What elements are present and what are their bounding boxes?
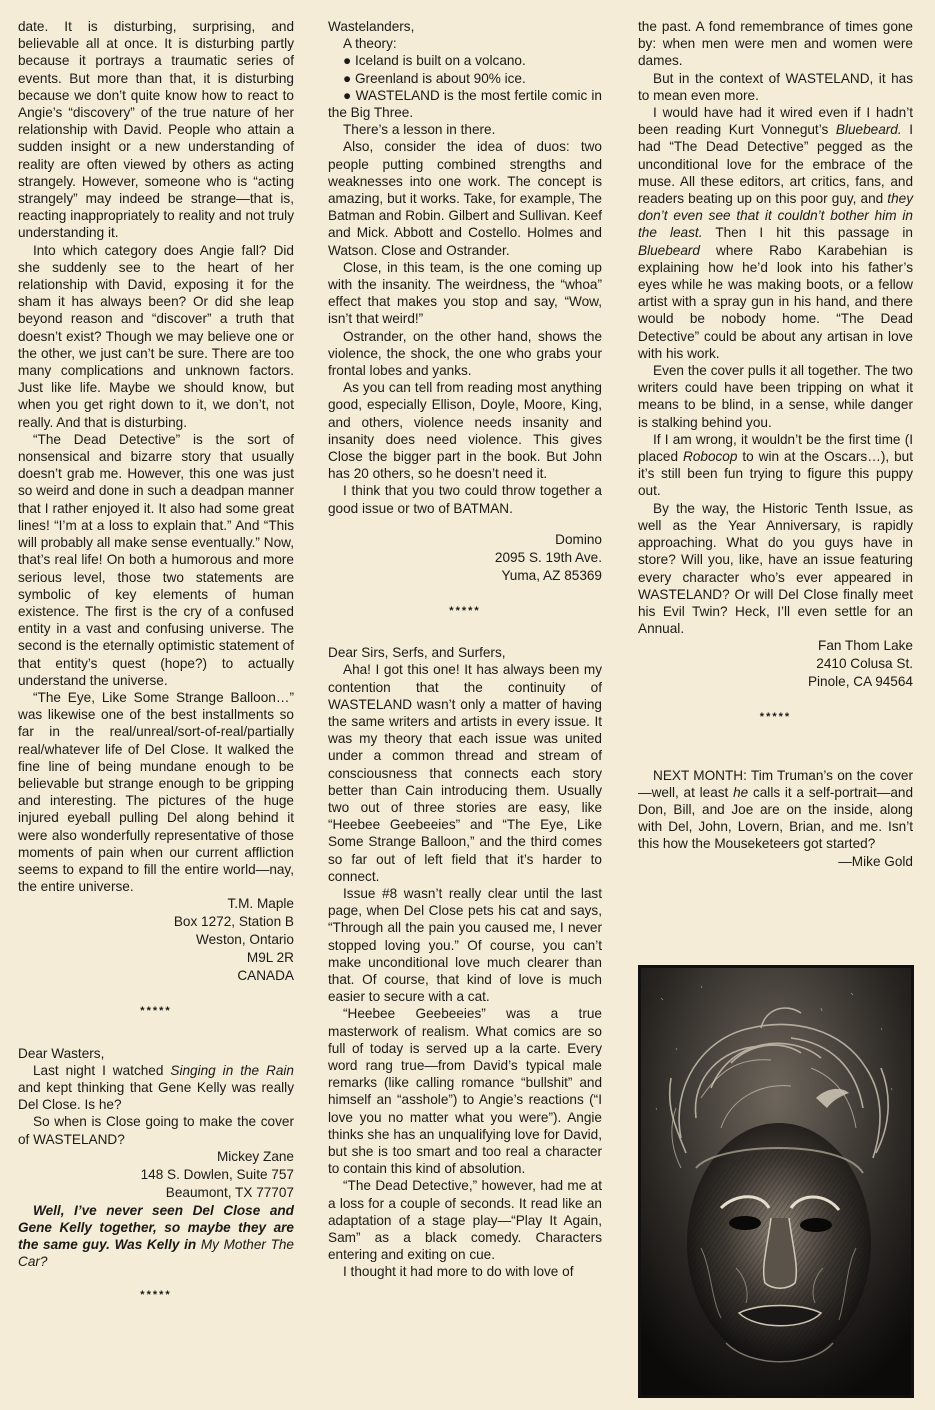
signature-mickey-zane bbox=[18, 1148, 294, 1202]
reply-title: My Mother The Car? bbox=[18, 1237, 294, 1270]
signature-line: Yuma, AZ 85369 bbox=[501, 567, 602, 583]
emphasis: he bbox=[733, 784, 749, 800]
section-divider: ***** bbox=[759, 711, 792, 724]
signature-line: Domino bbox=[555, 531, 602, 547]
editor-reply bbox=[18, 1202, 294, 1271]
signature-line: M9L 2R bbox=[246, 950, 294, 966]
paragraph: So when is Close going to make the cover of WASTELAND? bbox=[18, 1114, 294, 1147]
paragraph: Into which category does Angie fall? Did she suddenly see to the heart of her relationship with David, exposing it for the sham it has always been? Or did she leap beyond reason and “discover” a truth that doesn’t exist? Though we may believe one or the other, we just can’t be sure. There are too many complications and unknown factors. Just like life. Maybe we should know, but when you get right down to it, we don’t, not really. And that is disturbing. bbox=[18, 242, 294, 430]
signature-line: 2095 S. 19th Ave. bbox=[494, 549, 602, 565]
bullet-item: ● Iceland is built on a volcano. bbox=[343, 53, 526, 69]
paragraph: A theory: bbox=[343, 36, 397, 52]
signature-line: Pinole, CA 94564 bbox=[807, 674, 913, 690]
signature-line: Box 1272, Station B bbox=[173, 914, 294, 930]
column-3 bbox=[638, 18, 913, 871]
paragraph: Ostrander, on the other hand, shows the violence, the shock, the one who grabs your frontal lobes and yanks. bbox=[328, 328, 602, 379]
signature-line: Weston, Ontario bbox=[196, 932, 294, 948]
portrait-drawing bbox=[641, 968, 911, 1395]
paragraph: I think that you two could throw together a good issue or two of BATMAN. bbox=[328, 483, 602, 516]
reply-text: Well, I’ve never seen Del Close and Gene Kelly together, so maybe they are the same guy. Was Kelly in bbox=[18, 1202, 294, 1253]
paragraph: There’s a lesson in there. bbox=[343, 122, 496, 138]
bullet-item: ● WASTELAND is the most fertile comic in the Big Three. bbox=[328, 87, 602, 121]
paragraph: the past. A fond remembrance of times gone by: when men were men and women were dames. bbox=[638, 19, 913, 69]
film-title: Robocop bbox=[683, 449, 738, 465]
text: Then I hit this passage in bbox=[702, 225, 913, 241]
text: where Rabo Karabehian is explaining how he’d look into his father’s eyes while he was making boots, or a fellow artist with a spray gun in his hand, and there would be nobody home. “The Dead Detective” could be about any artisan in love with his work. bbox=[638, 242, 913, 361]
signature-line: T.M. Maple bbox=[227, 896, 294, 912]
column-1 bbox=[18, 18, 294, 1318]
paragraph: Also, consider the idea of duos: two people putting combined strengths and weaknesses into one work. The concept is amazing, but it works. Take, for example, The Batman and Robin. Gilbert and Sullivan. Keef and Mick. Abbott and Costello. Holmes and Watson. Close and Ostrander. bbox=[328, 139, 602, 258]
bullet-item: ● Greenland is about 90% ice. bbox=[343, 70, 526, 86]
paragraph: By the way, the Historic Tenth Issue, as well as the Year Anniversary, is rapidly approaching. What do you guys have in store? Will you, like, have an issue featuring every character who’s ever appeared in WASTELAND? Or will Del Close finally meet his Evil Twin? Heck, I’ll even settle for an Annual. bbox=[638, 500, 913, 637]
paragraph: Aha! I got this one! It has always been my contention that the continuity of WASTELAND wasn’t only a matter of having the same writers and artists in every issue. It was my theory that each issue was united under a common thread and stream of consciousness that connects each story better than Cain introducing them. Usually two out of three stories are easy, like “Heebee Geebeeies” and “The Eye, Like Some Strange Balloon,” and the third comes so far out of left field that it’s harder to connect. bbox=[328, 662, 602, 884]
section-divider: ***** bbox=[140, 1288, 172, 1301]
paragraph: Issue #8 wasn’t really clear until the last page, when Del Close pets his cat and says, “Through all the pain you caused me, I never stopped loving you.” Of course, you can’t make unconditional love much clearer than that. Of course, that kind of love is much easier to secure with a cat. bbox=[328, 885, 602, 1005]
signature-tm-maple bbox=[18, 895, 294, 985]
paragraph bbox=[638, 104, 913, 362]
self-portrait-illustration bbox=[638, 965, 914, 1398]
section-divider: ***** bbox=[140, 1005, 172, 1018]
paragraph: As you can tell from reading most anything good, especially Ellison, Doyle, Moore, King, and others, violence needs insanity and insanity does need violence. This gives Close the bigger part in the book. But John has 20 others, so he doesn’t need it. bbox=[328, 380, 602, 482]
paragraph bbox=[638, 431, 913, 500]
signature-line: 148 S. Dowlen, Suite 757 bbox=[140, 1166, 294, 1182]
section-divider: ***** bbox=[449, 604, 481, 617]
text: to win at the Oscars…), but it’s still been fun trying to figure this puppy out. bbox=[638, 449, 913, 499]
letter-greeting: Wastelanders, bbox=[328, 19, 415, 34]
paragraph: “The Eye, Like Some Strange Balloon…” was likewise one of the best installments so far in the real/unreal/sort-of-real/partially real/whatever life of Del Close. It walked the fine line of being mundane enough to be believable but strange enough to be gripping and interesting. The pictures of the huge injured eyeball pulling Del along behind it were also wonderfully representative of those moments of pain when our current affliction seems to expand to fill the entire world—nay, the entire universe. bbox=[18, 689, 294, 895]
paragraph: But in the context of WASTELAND, it has to mean even more. bbox=[638, 70, 913, 103]
paragraph: Close, in this team, is the one coming up with the insanity. The weirdness, the “whoa” effect that makes you stop and say, “Wow, isn’t that weird!” bbox=[328, 259, 602, 327]
film-title: Singing in the Rain bbox=[170, 1062, 294, 1078]
letter-greeting: Dear Sirs, Serfs, and Surfers, bbox=[328, 645, 506, 661]
signature-line: —Mike Gold bbox=[838, 853, 913, 869]
signature-line: Beaumont, TX 77707 bbox=[165, 1184, 294, 1200]
letter-greeting: Dear Wasters, bbox=[18, 1045, 105, 1061]
paragraph: “The Dead Detective” is the sort of nonsensical and bizarre story that usually doesn’t grab me. However, this one was just so weird and done in such a deadpan manner that I rather enjoyed it. It also had some great lines! “I’m at a loss to explain that.” And “This will probably all make sense eventually.” Now, that’s real life! On both a humorous and more serious level, those two statements are symbolic of key elements of human existence. The first is the cry of a confused entity in a vast and confusing universe. The second is the eternally optimistic statement of that entity’s quest (hope?) to actually understand the universe. bbox=[18, 431, 294, 688]
text: If I am wrong, it wouldn’t be the first time (I placed bbox=[638, 431, 913, 465]
emphasis: they don’t even see that it couldn’t bother him in the least. bbox=[638, 191, 913, 241]
signature-line: CANADA bbox=[237, 968, 294, 984]
text: and kept thinking that Gene Kelly was really Del Close. Is he? bbox=[18, 1079, 294, 1113]
signature-line: 2410 Colusa St. bbox=[816, 656, 913, 672]
signature-domino bbox=[328, 531, 602, 585]
book-title: Bluebeard. bbox=[835, 122, 902, 138]
paragraph: I thought it had more to do with love of bbox=[343, 1264, 574, 1280]
paragraph bbox=[18, 1062, 294, 1114]
paragraph: date. It is disturbing, surprising, and believable all at once. It is disturbing partly because it portrays a traumatic series of events. But more than that, it is disturbing because we don’t quite know how to react to Angie’s “discovery” of the true nature of her relationship with David. People who attain a sudden insight or a new understanding of reality are often viewed by others as acting strangely. However, someone who is “acting strangely” may indeed be strange—that is, reacting inappropriately to reality and not truly understanding it. bbox=[18, 19, 294, 241]
next-month-note bbox=[638, 767, 913, 853]
paragraph: Even the cover pulls it all together. The two writers could have been tripping on what it means to be blind, in a sense, while danger is stalking behind you. bbox=[638, 363, 913, 430]
text: Last night I watched bbox=[33, 1062, 171, 1078]
column-2 bbox=[328, 18, 602, 1281]
signature-line: Mickey Zane bbox=[216, 1148, 294, 1164]
signature-mike-gold bbox=[638, 853, 913, 871]
paragraph: “The Dead Detective,” however, had me at a loss for a couple of seconds. It read like an adaptation of a stage play—“Play It Again, Sam” as a black comedy. Characters entering and exiting on cue. bbox=[328, 1178, 602, 1263]
signature-line: Fan Thom Lake bbox=[818, 638, 913, 654]
signature-thom-lake bbox=[638, 637, 913, 691]
paragraph: “Heebee Geebeeies” was a true masterwork of realism. What comics are so full of today is served up a la carte. Every word rang true—from David’s typical male remarks (like calling romance “bullshit” and himself an “asshole”) to Angie’s reactions (“I love you no matter what you were”). Angie thinks she has an unqualifying love for David, but she is too smart and too real a character to contain this kind of absolution. bbox=[328, 1006, 602, 1177]
text: I had “The Dead Detective” pegged as the unconditional love for the embrace of the muse. All these editors, art critics, fans, and readers beating up on this poor guy, and bbox=[638, 122, 913, 207]
text: I would have had it wired even if I hadn’t been reading Kurt Vonnegut’s bbox=[638, 105, 913, 138]
text: NEXT MONTH: Tim Truman’s on the cover—well, at least bbox=[638, 767, 913, 800]
text: calls it a self-portrait—and Don, Bill, and Joe are on the inside, along with Del, John, Lovern, Brian, and me. Isn’t this how the Mouseketeers got started? bbox=[638, 784, 913, 852]
book-title: Bluebeard bbox=[638, 242, 700, 258]
spacer bbox=[638, 751, 913, 767]
